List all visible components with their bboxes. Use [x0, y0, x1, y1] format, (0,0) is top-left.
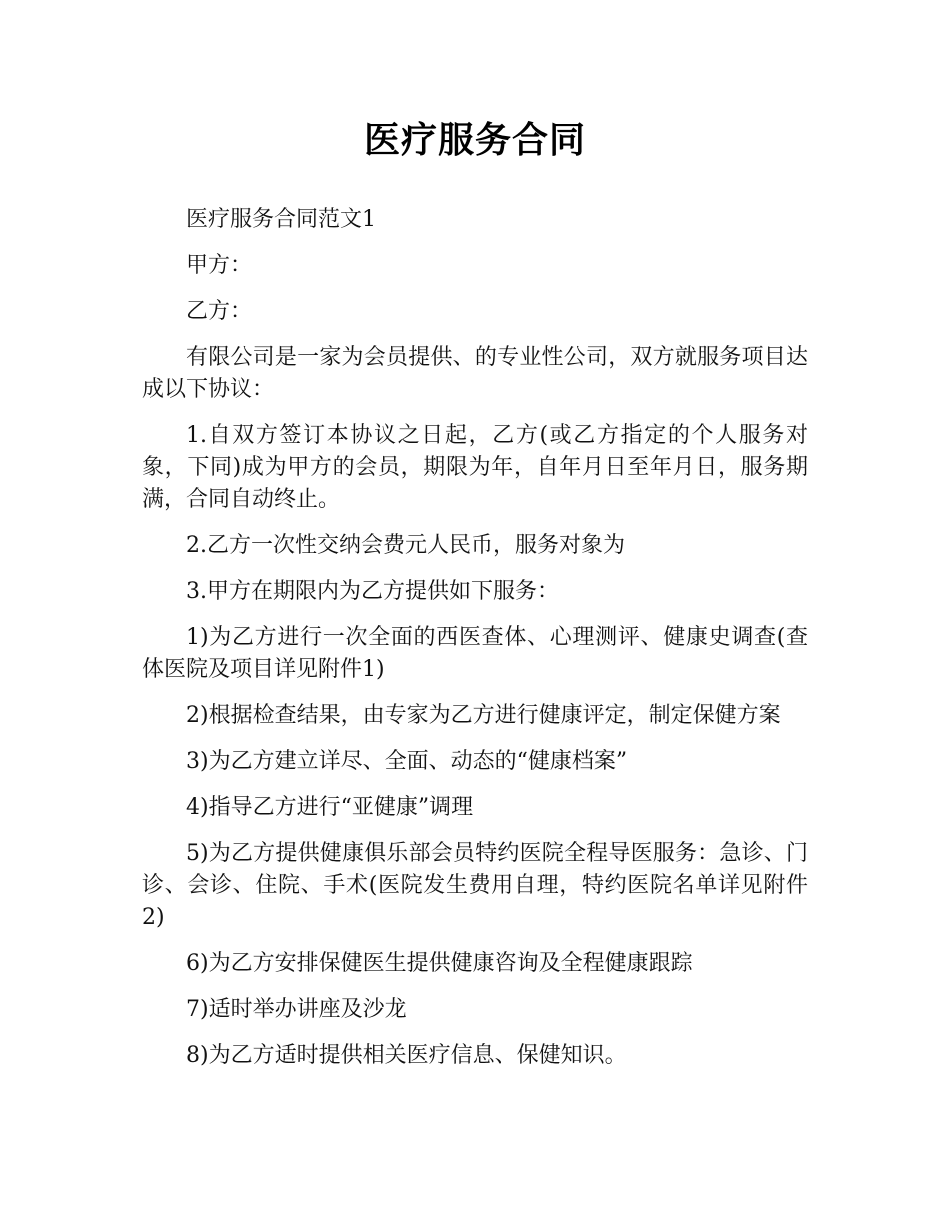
paragraph-party-b: 乙方： [186, 299, 253, 324]
paragraph-service-3: 3)为乙方建立详尽、全面、动态的“健康档案” [186, 749, 628, 774]
paragraph-service-8: 8)为乙方适时提供相关医疗信息、保健知识。 [186, 1043, 627, 1068]
paragraph-clause-2: 2.乙方一次性交纳会费元人民币，服务对象为 [186, 533, 625, 558]
paragraph-service-1: 1)为乙方进行一次全面的西医查体、心理测评、健康史调查(查体医院及项目详见附件1) [142, 625, 808, 682]
paragraph-party-a: 甲方： [186, 253, 253, 278]
document-title: 医疗服务合同 [363, 120, 586, 161]
paragraph-service-6: 6)为乙方安排保健医生提供健康咨询及全程健康跟踪 [186, 951, 693, 976]
document-body [142, 204, 808, 1086]
paragraph-service-4: 4)指导乙方进行“亚健康”调理 [186, 795, 474, 820]
paragraph-clause-1: 1.自双方签订本协议之日起，乙方(或乙方指定的个人服务对象，下同)成为甲方的会员，期限为年，自年月日至年月日，服务期满，合同自动终止。 [142, 423, 808, 512]
paragraph-clause-3: 3.甲方在期限内为乙方提供如下服务： [186, 579, 559, 604]
paragraph-heading: 医疗服务合同范文1 [186, 207, 376, 232]
paragraph-service-7: 7)适时举办讲座及沙龙 [186, 997, 407, 1022]
paragraph-service-2: 2)根据检查结果，由专家为乙方进行健康评定，制定保健方案 [186, 703, 781, 728]
paragraph-intro: 有限公司是一家为会员提供、的专业性公司，双方就服务项目达成以下协议： [142, 345, 808, 402]
paragraph-service-5: 5)为乙方提供健康俱乐部会员特约医院全程导医服务：急诊、门诊、会诊、住院、手术(医院发生费用自理，特约医院名单详见附件2) [142, 841, 808, 930]
